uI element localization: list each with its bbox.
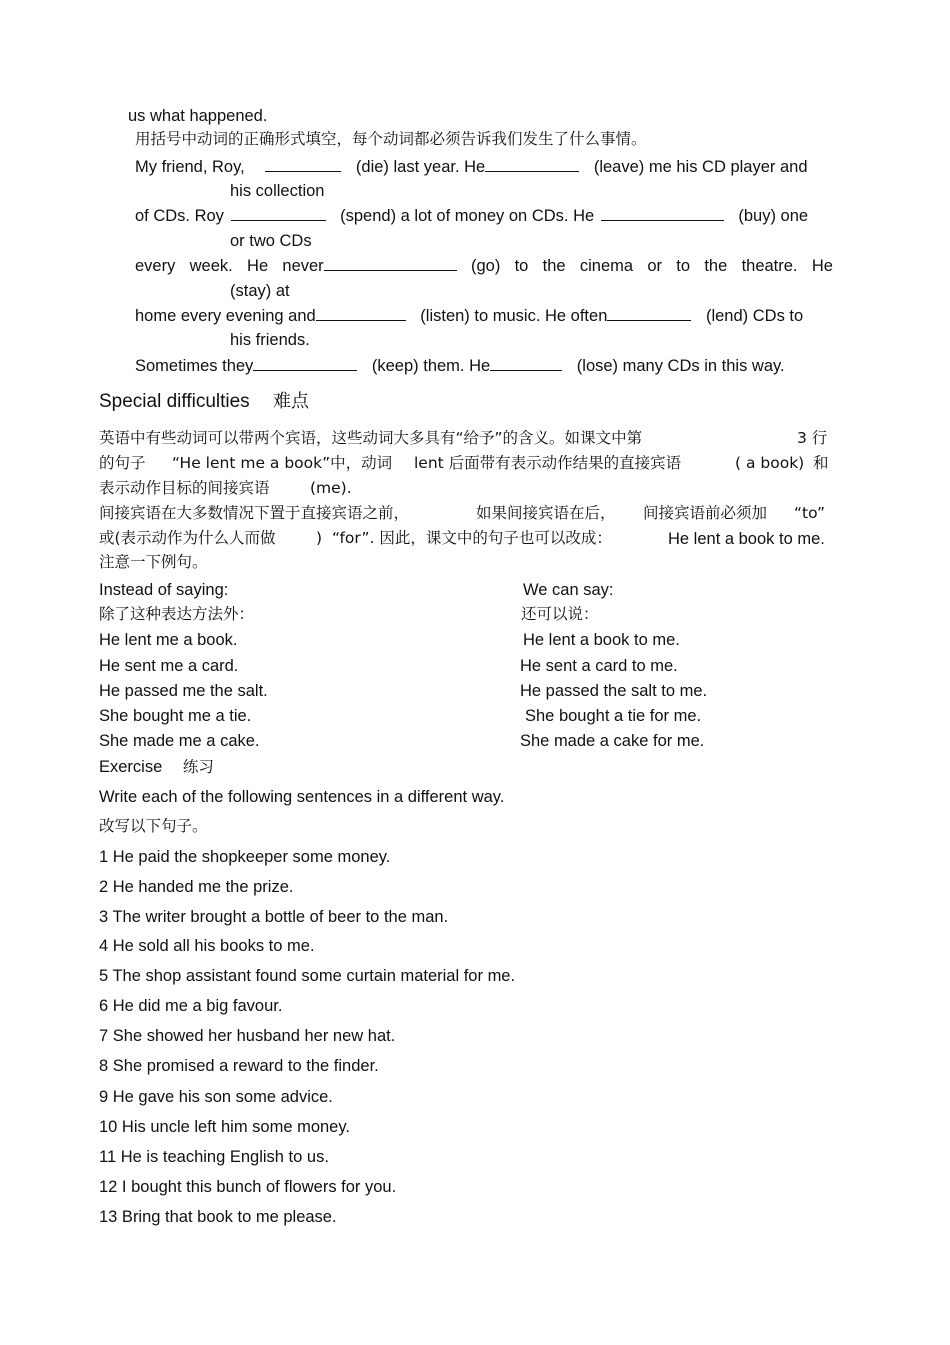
- fill-text: My friend, Roy,: [135, 158, 245, 176]
- exercise-title: [99, 757, 214, 777]
- compare-right-head: We can say:: [523, 581, 614, 599]
- fill-text: of CDs. Roy: [135, 207, 224, 225]
- exercise-item: 13 Bring that book to me please.: [99, 1208, 337, 1226]
- exercise-item: 2 He handed me the prize.: [99, 878, 294, 896]
- section-heading: [99, 392, 309, 412]
- answer-blank[interactable]: [607, 306, 691, 321]
- fill-text: (keep) them. He: [371, 357, 491, 375]
- exercise-instruction-zh: 改写以下句子。: [99, 817, 208, 835]
- fill-text: (die) last year. He: [355, 158, 486, 176]
- fill-line-2: [135, 206, 808, 226]
- compare-left-row: She bought me a tie.: [99, 707, 252, 725]
- compare-left-row: He lent me a book.: [99, 631, 238, 649]
- fill-word: theatre.: [741, 257, 798, 275]
- intro-line: us what happened.: [128, 107, 268, 125]
- exercise-item: 4 He sold all his books to me.: [99, 937, 315, 955]
- exercise-title-zh: 练习: [182, 758, 214, 776]
- exercise-item: 3 The writer brought a bottle of beer to the man.: [99, 908, 449, 926]
- exercise-item: 9 He gave his son some advice.: [99, 1088, 333, 1106]
- compare-right-row: She made a cake for me.: [520, 732, 705, 750]
- fill-text: (listen) to music. He often: [420, 307, 608, 325]
- compare-left-head-zh: 除了这种表达方法外：: [99, 605, 255, 623]
- fill-text: Sometimes they: [135, 357, 254, 375]
- fill-word: cinema: [579, 257, 634, 275]
- para1-line2-a: 的句子: [99, 454, 146, 472]
- compare-right-row: She bought a tie for me.: [525, 707, 702, 725]
- exercise-instruction: Write each of the following sentences in a different way.: [99, 788, 505, 806]
- para2-line1-c: 间接宾语前必须加: [643, 504, 768, 522]
- compare-right-row: He lent a book to me.: [523, 631, 680, 649]
- fill-word: to: [676, 257, 691, 275]
- exercise-item: 11 He is teaching English to us.: [99, 1148, 329, 1166]
- compare-left-row: She made me a cake.: [99, 732, 260, 750]
- fill-line-4: [135, 306, 803, 326]
- para2-line2-b: ): [316, 529, 323, 547]
- para1-line1: 英语中有些动词可以带两个宾语，这些动词大多具有“给予”的含义。如课文中第: [99, 429, 643, 447]
- answer-blank[interactable]: [490, 356, 562, 371]
- exercise-item: 10 His uncle left him some money.: [99, 1118, 350, 1136]
- para1-line2-d: 和: [813, 454, 829, 472]
- para1-line2-b: lent 后面带有表示动作结果的直接宾语: [414, 454, 682, 472]
- fill-text: (lose) many CDs in this way.: [576, 357, 785, 375]
- fill-line-4b: his friends.: [230, 331, 310, 349]
- exercise-item: 12 I bought this bunch of flowers for you.: [99, 1178, 397, 1196]
- para2-line2-a: 或(表示动作为什么人而做: [99, 529, 276, 547]
- heading-zh: 难点: [272, 391, 309, 412]
- fill-word: week.: [189, 257, 233, 275]
- answer-blank[interactable]: [253, 356, 357, 371]
- compare-left-head: Instead of saying:: [99, 581, 229, 599]
- fill-text: (buy) one: [738, 207, 809, 225]
- compare-left-row: He sent me a card.: [99, 657, 239, 675]
- fill-word: every: [135, 257, 176, 275]
- fill-word: to: [514, 257, 529, 275]
- heading-en: Special difficulties: [99, 391, 250, 412]
- answer-blank[interactable]: [601, 206, 724, 221]
- para3: 注意一下例句。: [99, 553, 208, 571]
- fill-line-2b: or two CDs: [230, 232, 312, 250]
- fill-line-3: [135, 256, 833, 276]
- answer-blank[interactable]: [316, 306, 406, 321]
- compare-left-row: He passed me the salt.: [99, 682, 268, 700]
- answer-blank[interactable]: [231, 206, 326, 221]
- para1-line-number: 3 行: [797, 429, 828, 447]
- compare-right-row: He sent a card to me.: [520, 657, 678, 675]
- para1-line2-quote: “He lent me a book”中，动词: [172, 454, 393, 472]
- exercise-item: 7 She showed her husband her new hat.: [99, 1027, 396, 1045]
- fill-text: (leave) me his CD player and: [593, 158, 808, 176]
- exercise-item: 6 He did me a big favour.: [99, 997, 283, 1015]
- para2-line2-c: “for”. 因此，课文中的句子也可以改成：: [332, 529, 612, 547]
- instruction-zh: 用括号中动词的正确形式填空，每个动词都必须告诉我们发生了什么事情。: [135, 130, 647, 148]
- para2-line2-d: He lent a book to me.: [668, 530, 825, 548]
- answer-blank[interactable]: [485, 157, 579, 172]
- fill-word: (go): [470, 257, 501, 275]
- compare-right-head-zh: 还可以说：: [521, 605, 599, 623]
- fill-word: never: [282, 257, 324, 275]
- para1-line3: 表示动作目标的间接宾语: [99, 479, 270, 497]
- fill-line-1b: his collection: [230, 182, 325, 200]
- fill-line-3b: (stay) at: [230, 282, 290, 300]
- para1-line3-b: (me).: [310, 479, 352, 497]
- para1-line2-c: ( a book): [735, 454, 805, 472]
- fill-word: He: [811, 257, 833, 275]
- fill-word: the: [542, 257, 566, 275]
- fill-text: home every evening and: [135, 307, 316, 325]
- fill-word: He: [247, 257, 269, 275]
- answer-blank[interactable]: [324, 256, 457, 271]
- exercise-title-en: Exercise: [99, 758, 163, 776]
- fill-text: (lend) CDs to: [705, 307, 804, 325]
- fill-word: the: [704, 257, 728, 275]
- para2-line1-a: 间接宾语在大多数情况下置于直接宾语之前，: [99, 504, 410, 522]
- fill-word: or: [647, 257, 663, 275]
- exercise-item: 8 She promised a reward to the finder.: [99, 1057, 379, 1075]
- exercise-item: 5 The shop assistant found some curtain material for me.: [99, 967, 516, 985]
- exercise-item: 1 He paid the shopkeeper some money.: [99, 848, 391, 866]
- para2-line1-d: “to”: [794, 504, 826, 522]
- fill-line-5: [135, 356, 785, 376]
- fill-text: (spend) a lot of money on CDs. He: [340, 207, 595, 225]
- compare-right-row: He passed the salt to me.: [520, 682, 708, 700]
- fill-word-with-blank: [282, 256, 456, 276]
- fill-line-1: [135, 157, 808, 177]
- para2-line1-b: 如果间接宾语在后，: [476, 504, 616, 522]
- answer-blank[interactable]: [265, 157, 341, 172]
